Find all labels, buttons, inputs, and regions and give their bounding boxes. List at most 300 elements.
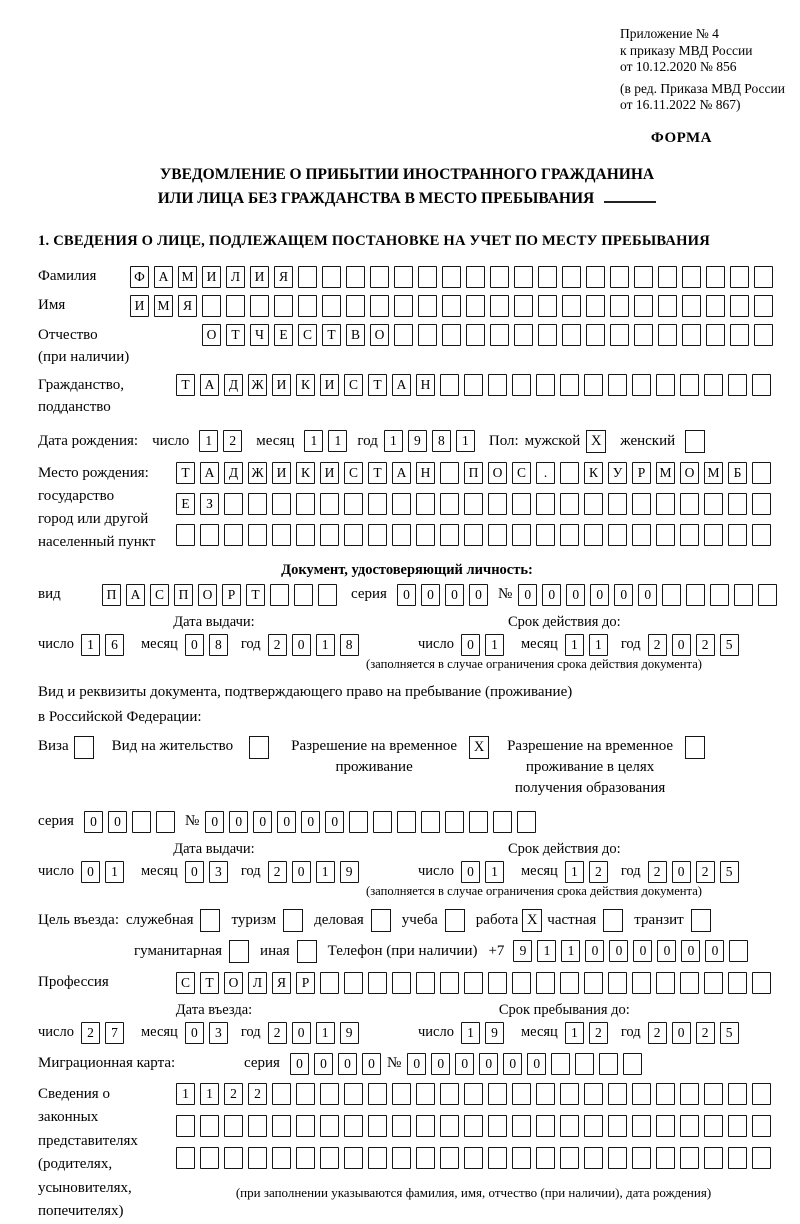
form-cell[interactable]: Т (246, 584, 265, 606)
form-cell[interactable] (466, 324, 485, 346)
form-cell[interactable]: 2 (268, 861, 287, 883)
form-cell[interactable] (274, 295, 293, 317)
form-cell[interactable] (704, 1115, 723, 1137)
form-cell[interactable] (272, 493, 291, 515)
form-cell[interactable] (728, 1083, 747, 1105)
form-cell[interactable]: 0 (84, 811, 103, 833)
form-cell[interactable]: 0 (461, 861, 480, 883)
form-cell[interactable]: 1 (565, 861, 584, 883)
form-cell[interactable]: 1 (81, 634, 100, 656)
form-cell[interactable] (752, 524, 771, 546)
form-cell[interactable]: 1 (461, 1022, 480, 1044)
form-cell[interactable] (536, 1083, 555, 1105)
form-cell[interactable]: И (272, 462, 291, 484)
form-cell[interactable] (488, 1115, 507, 1137)
form-cell[interactable]: 0 (292, 634, 311, 656)
form-cell[interactable] (368, 1115, 387, 1137)
form-cell[interactable] (608, 493, 627, 515)
form-cell[interactable] (680, 972, 699, 994)
form-cell[interactable] (248, 493, 267, 515)
form-cell[interactable] (562, 295, 581, 317)
form-cell[interactable]: 1 (105, 861, 124, 883)
form-cell[interactable]: 1 (328, 430, 347, 452)
form-cell[interactable]: М (178, 266, 197, 288)
form-cell[interactable] (656, 1115, 675, 1137)
form-cell[interactable] (318, 584, 337, 606)
form-cell[interactable]: Н (416, 374, 435, 396)
purpose-official-checkbox[interactable] (200, 909, 220, 932)
form-cell[interactable]: 2 (696, 1022, 715, 1044)
form-cell[interactable] (538, 266, 557, 288)
form-cell[interactable]: А (392, 462, 411, 484)
form-cell[interactable] (202, 295, 221, 317)
form-cell[interactable]: 1 (485, 861, 504, 883)
form-cell[interactable] (560, 1115, 579, 1137)
form-cell[interactable] (464, 1115, 483, 1137)
form-cell[interactable]: 2 (648, 634, 667, 656)
form-cell[interactable]: В (346, 324, 365, 346)
form-cell[interactable] (512, 374, 531, 396)
form-cell[interactable]: 0 (185, 861, 204, 883)
form-cell[interactable] (584, 374, 603, 396)
form-cell[interactable] (373, 811, 392, 833)
form-cell[interactable] (512, 1115, 531, 1137)
form-cell[interactable] (322, 295, 341, 317)
form-cell[interactable]: 2 (589, 861, 608, 883)
form-cell[interactable] (608, 524, 627, 546)
form-cell[interactable]: Т (368, 462, 387, 484)
form-cell[interactable]: 3 (209, 1022, 228, 1044)
form-cell[interactable]: О (488, 462, 507, 484)
form-cell[interactable] (584, 972, 603, 994)
form-cell[interactable]: 9 (340, 1022, 359, 1044)
form-cell[interactable]: И (272, 374, 291, 396)
form-cell[interactable] (224, 493, 243, 515)
form-cell[interactable] (200, 1147, 219, 1169)
form-cell[interactable] (512, 524, 531, 546)
form-cell[interactable] (416, 1083, 435, 1105)
form-cell[interactable]: М (704, 462, 723, 484)
form-cell[interactable]: 0 (705, 940, 724, 962)
form-cell[interactable] (394, 324, 413, 346)
form-cell[interactable] (632, 1147, 651, 1169)
form-cell[interactable] (490, 324, 509, 346)
form-cell[interactable] (536, 524, 555, 546)
form-cell[interactable] (440, 972, 459, 994)
form-cell[interactable] (656, 493, 675, 515)
form-cell[interactable]: 0 (185, 1022, 204, 1044)
form-cell[interactable]: 2 (224, 1083, 243, 1105)
form-cell[interactable] (575, 1053, 594, 1075)
form-cell[interactable] (754, 266, 773, 288)
form-cell[interactable] (586, 324, 605, 346)
form-cell[interactable]: 3 (209, 861, 228, 883)
form-cell[interactable] (512, 1147, 531, 1169)
form-cell[interactable]: 0 (362, 1053, 381, 1075)
form-cell[interactable] (584, 1115, 603, 1137)
form-cell[interactable] (752, 1083, 771, 1105)
form-cell[interactable] (710, 584, 729, 606)
form-cell[interactable] (272, 524, 291, 546)
form-cell[interactable] (704, 972, 723, 994)
form-cell[interactable] (599, 1053, 618, 1075)
form-cell[interactable]: Я (178, 295, 197, 317)
form-cell[interactable]: 0 (338, 1053, 357, 1075)
form-cell[interactable] (517, 811, 536, 833)
form-cell[interactable] (706, 324, 725, 346)
form-cell[interactable] (632, 1115, 651, 1137)
form-cell[interactable] (176, 524, 195, 546)
form-cell[interactable] (464, 493, 483, 515)
form-cell[interactable]: 0 (253, 811, 272, 833)
form-cell[interactable] (440, 374, 459, 396)
form-cell[interactable] (344, 493, 363, 515)
form-cell[interactable]: 0 (527, 1053, 546, 1075)
form-cell[interactable] (728, 1115, 747, 1137)
form-cell[interactable]: И (202, 266, 221, 288)
form-cell[interactable] (344, 1115, 363, 1137)
form-cell[interactable] (551, 1053, 570, 1075)
form-cell[interactable]: 0 (566, 584, 585, 606)
form-cell[interactable] (656, 972, 675, 994)
form-cell[interactable]: 0 (585, 940, 604, 962)
form-cell[interactable]: Д (224, 462, 243, 484)
form-cell[interactable]: О (680, 462, 699, 484)
form-cell[interactable]: 0 (407, 1053, 426, 1075)
form-cell[interactable]: 0 (672, 861, 691, 883)
form-cell[interactable] (488, 524, 507, 546)
form-cell[interactable] (248, 524, 267, 546)
form-cell[interactable]: 1 (561, 940, 580, 962)
form-cell[interactable] (658, 266, 677, 288)
form-cell[interactable]: Р (632, 462, 651, 484)
form-cell[interactable] (752, 493, 771, 515)
form-cell[interactable]: 2 (268, 634, 287, 656)
form-cell[interactable]: 9 (408, 430, 427, 452)
form-cell[interactable] (538, 295, 557, 317)
form-cell[interactable]: 1 (485, 634, 504, 656)
form-cell[interactable]: 1 (316, 1022, 335, 1044)
form-cell[interactable] (536, 1147, 555, 1169)
form-cell[interactable] (132, 811, 151, 833)
visa-checkbox[interactable] (74, 736, 94, 759)
form-cell[interactable] (728, 493, 747, 515)
form-cell[interactable] (680, 524, 699, 546)
form-cell[interactable] (488, 972, 507, 994)
form-cell[interactable] (368, 972, 387, 994)
form-cell[interactable]: 0 (301, 811, 320, 833)
form-cell[interactable]: 0 (229, 811, 248, 833)
form-cell[interactable] (584, 493, 603, 515)
form-cell[interactable]: . (536, 462, 555, 484)
form-cell[interactable] (680, 374, 699, 396)
form-cell[interactable] (656, 1147, 675, 1169)
form-cell[interactable]: Я (272, 972, 291, 994)
form-cell[interactable]: О (198, 584, 217, 606)
form-cell[interactable]: 9 (485, 1022, 504, 1044)
form-cell[interactable] (368, 524, 387, 546)
form-cell[interactable] (416, 524, 435, 546)
form-cell[interactable]: 1 (537, 940, 556, 962)
form-cell[interactable] (392, 1083, 411, 1105)
form-cell[interactable] (728, 1147, 747, 1169)
form-cell[interactable]: 2 (696, 634, 715, 656)
form-cell[interactable]: 1 (304, 430, 323, 452)
form-cell[interactable]: 0 (542, 584, 561, 606)
form-cell[interactable] (632, 374, 651, 396)
form-cell[interactable] (662, 584, 681, 606)
form-cell[interactable] (562, 266, 581, 288)
form-cell[interactable]: Ч (250, 324, 269, 346)
form-cell[interactable] (442, 324, 461, 346)
form-cell[interactable] (176, 1147, 195, 1169)
form-cell[interactable] (320, 493, 339, 515)
form-cell[interactable] (344, 1083, 363, 1105)
form-cell[interactable]: Л (226, 266, 245, 288)
form-cell[interactable]: 1 (199, 430, 218, 452)
form-cell[interactable] (270, 584, 289, 606)
form-cell[interactable]: Ж (248, 462, 267, 484)
form-cell[interactable]: Ж (248, 374, 267, 396)
form-cell[interactable]: 0 (314, 1053, 333, 1075)
form-cell[interactable] (370, 295, 389, 317)
form-cell[interactable] (610, 266, 629, 288)
form-cell[interactable]: С (512, 462, 531, 484)
form-cell[interactable]: 6 (105, 634, 124, 656)
form-cell[interactable] (656, 1083, 675, 1105)
purpose-private-checkbox[interactable] (603, 909, 623, 932)
form-cell[interactable]: 1 (200, 1083, 219, 1105)
form-cell[interactable] (464, 374, 483, 396)
form-cell[interactable] (584, 524, 603, 546)
form-cell[interactable] (704, 524, 723, 546)
form-cell[interactable] (490, 295, 509, 317)
form-cell[interactable]: Т (368, 374, 387, 396)
form-cell[interactable]: 1 (565, 634, 584, 656)
form-cell[interactable] (464, 1083, 483, 1105)
form-cell[interactable]: Т (322, 324, 341, 346)
form-cell[interactable] (156, 811, 175, 833)
form-cell[interactable] (658, 295, 677, 317)
form-cell[interactable] (752, 972, 771, 994)
form-cell[interactable]: М (656, 462, 675, 484)
form-cell[interactable] (512, 972, 531, 994)
form-cell[interactable]: 2 (223, 430, 242, 452)
purpose-business-checkbox[interactable] (371, 909, 391, 932)
form-cell[interactable] (272, 1115, 291, 1137)
form-cell[interactable] (466, 295, 485, 317)
purpose-humanitarian-checkbox[interactable] (229, 940, 249, 963)
form-cell[interactable] (392, 524, 411, 546)
form-cell[interactable] (320, 1115, 339, 1137)
form-cell[interactable]: К (296, 462, 315, 484)
form-cell[interactable]: 0 (681, 940, 700, 962)
form-cell[interactable]: Л (248, 972, 267, 994)
form-cell[interactable] (730, 295, 749, 317)
form-cell[interactable]: И (320, 462, 339, 484)
form-cell[interactable]: 0 (277, 811, 296, 833)
form-cell[interactable]: О (202, 324, 221, 346)
form-cell[interactable] (488, 374, 507, 396)
form-cell[interactable] (272, 1083, 291, 1105)
form-cell[interactable] (200, 524, 219, 546)
form-cell[interactable]: 0 (455, 1053, 474, 1075)
form-cell[interactable] (586, 266, 605, 288)
form-cell[interactable] (610, 324, 629, 346)
form-cell[interactable]: П (464, 462, 483, 484)
form-cell[interactable] (514, 295, 533, 317)
form-cell[interactable]: 0 (461, 634, 480, 656)
form-cell[interactable]: 0 (518, 584, 537, 606)
form-cell[interactable]: А (200, 374, 219, 396)
form-cell[interactable] (224, 524, 243, 546)
form-cell[interactable] (754, 324, 773, 346)
form-cell[interactable] (584, 1083, 603, 1105)
form-cell[interactable]: 0 (445, 584, 464, 606)
form-cell[interactable] (469, 811, 488, 833)
form-cell[interactable]: 1 (589, 634, 608, 656)
form-cell[interactable] (416, 493, 435, 515)
form-cell[interactable]: И (250, 266, 269, 288)
form-cell[interactable] (440, 1147, 459, 1169)
form-cell[interactable] (392, 493, 411, 515)
form-cell[interactable] (608, 972, 627, 994)
form-cell[interactable]: О (370, 324, 389, 346)
form-cell[interactable] (250, 295, 269, 317)
form-cell[interactable] (658, 324, 677, 346)
form-cell[interactable] (248, 1147, 267, 1169)
form-cell[interactable] (752, 1115, 771, 1137)
form-cell[interactable] (680, 1147, 699, 1169)
form-cell[interactable] (320, 972, 339, 994)
form-cell[interactable]: 0 (609, 940, 628, 962)
form-cell[interactable] (680, 493, 699, 515)
form-cell[interactable] (294, 584, 313, 606)
form-cell[interactable] (562, 324, 581, 346)
form-cell[interactable]: 2 (648, 861, 667, 883)
form-cell[interactable]: 1 (565, 1022, 584, 1044)
form-cell[interactable]: 0 (81, 861, 100, 883)
purpose-tourism-checkbox[interactable] (283, 909, 303, 932)
form-cell[interactable] (656, 524, 675, 546)
form-cell[interactable]: 0 (325, 811, 344, 833)
form-cell[interactable]: 0 (503, 1053, 522, 1075)
form-cell[interactable] (560, 493, 579, 515)
form-cell[interactable] (416, 972, 435, 994)
form-cell[interactable]: 5 (720, 1022, 739, 1044)
form-cell[interactable] (296, 1147, 315, 1169)
form-cell[interactable]: 0 (657, 940, 676, 962)
form-cell[interactable] (560, 1147, 579, 1169)
form-cell[interactable]: Н (416, 462, 435, 484)
form-cell[interactable] (704, 1083, 723, 1105)
form-cell[interactable] (488, 1147, 507, 1169)
form-cell[interactable] (440, 1115, 459, 1137)
form-cell[interactable]: 0 (469, 584, 488, 606)
form-cell[interactable] (392, 1147, 411, 1169)
form-cell[interactable] (634, 324, 653, 346)
form-cell[interactable] (560, 374, 579, 396)
form-cell[interactable]: Я (274, 266, 293, 288)
residence-permit-checkbox[interactable] (249, 736, 269, 759)
form-cell[interactable] (560, 462, 579, 484)
form-cell[interactable] (608, 374, 627, 396)
form-cell[interactable] (368, 1083, 387, 1105)
form-cell[interactable] (322, 266, 341, 288)
form-cell[interactable] (514, 266, 533, 288)
form-cell[interactable]: З (200, 493, 219, 515)
purpose-transit-checkbox[interactable] (691, 909, 711, 932)
form-cell[interactable]: 0 (205, 811, 224, 833)
form-cell[interactable] (704, 374, 723, 396)
form-cell[interactable]: О (224, 972, 243, 994)
form-cell[interactable] (682, 266, 701, 288)
form-cell[interactable] (536, 374, 555, 396)
form-cell[interactable] (442, 295, 461, 317)
form-cell[interactable] (394, 295, 413, 317)
form-cell[interactable]: 0 (431, 1053, 450, 1075)
form-cell[interactable] (512, 493, 531, 515)
form-cell[interactable]: 0 (479, 1053, 498, 1075)
form-cell[interactable]: Д (224, 374, 243, 396)
form-cell[interactable]: 0 (672, 634, 691, 656)
form-cell[interactable]: А (200, 462, 219, 484)
form-cell[interactable] (421, 811, 440, 833)
form-cell[interactable] (536, 493, 555, 515)
form-cell[interactable] (368, 493, 387, 515)
form-cell[interactable] (346, 295, 365, 317)
form-cell[interactable]: К (584, 462, 603, 484)
form-cell[interactable] (248, 1115, 267, 1137)
form-cell[interactable] (608, 1083, 627, 1105)
form-cell[interactable] (418, 324, 437, 346)
form-cell[interactable] (368, 1147, 387, 1169)
form-cell[interactable] (440, 493, 459, 515)
form-cell[interactable]: 1 (456, 430, 475, 452)
form-cell[interactable] (634, 266, 653, 288)
form-cell[interactable] (730, 324, 749, 346)
form-cell[interactable] (320, 1147, 339, 1169)
form-cell[interactable] (680, 1115, 699, 1137)
form-cell[interactable] (392, 1115, 411, 1137)
form-cell[interactable] (560, 1083, 579, 1105)
form-cell[interactable] (176, 1115, 195, 1137)
form-cell[interactable]: Т (226, 324, 245, 346)
form-cell[interactable] (632, 1083, 651, 1105)
form-cell[interactable] (344, 1147, 363, 1169)
form-cell[interactable]: 9 (513, 940, 532, 962)
form-cell[interactable]: Т (200, 972, 219, 994)
form-cell[interactable]: 0 (421, 584, 440, 606)
form-cell[interactable] (752, 462, 771, 484)
form-cell[interactable] (560, 524, 579, 546)
form-cell[interactable] (298, 266, 317, 288)
form-cell[interactable] (610, 295, 629, 317)
form-cell[interactable] (538, 324, 557, 346)
form-cell[interactable] (536, 1115, 555, 1137)
form-cell[interactable] (440, 1083, 459, 1105)
form-cell[interactable]: 2 (268, 1022, 287, 1044)
form-cell[interactable] (296, 524, 315, 546)
form-cell[interactable]: 0 (672, 1022, 691, 1044)
form-cell[interactable]: 1 (176, 1083, 195, 1105)
form-cell[interactable]: П (102, 584, 121, 606)
form-cell[interactable] (608, 1147, 627, 1169)
form-cell[interactable] (680, 1083, 699, 1105)
form-cell[interactable] (728, 374, 747, 396)
form-cell[interactable]: 1 (384, 430, 403, 452)
form-cell[interactable] (754, 295, 773, 317)
